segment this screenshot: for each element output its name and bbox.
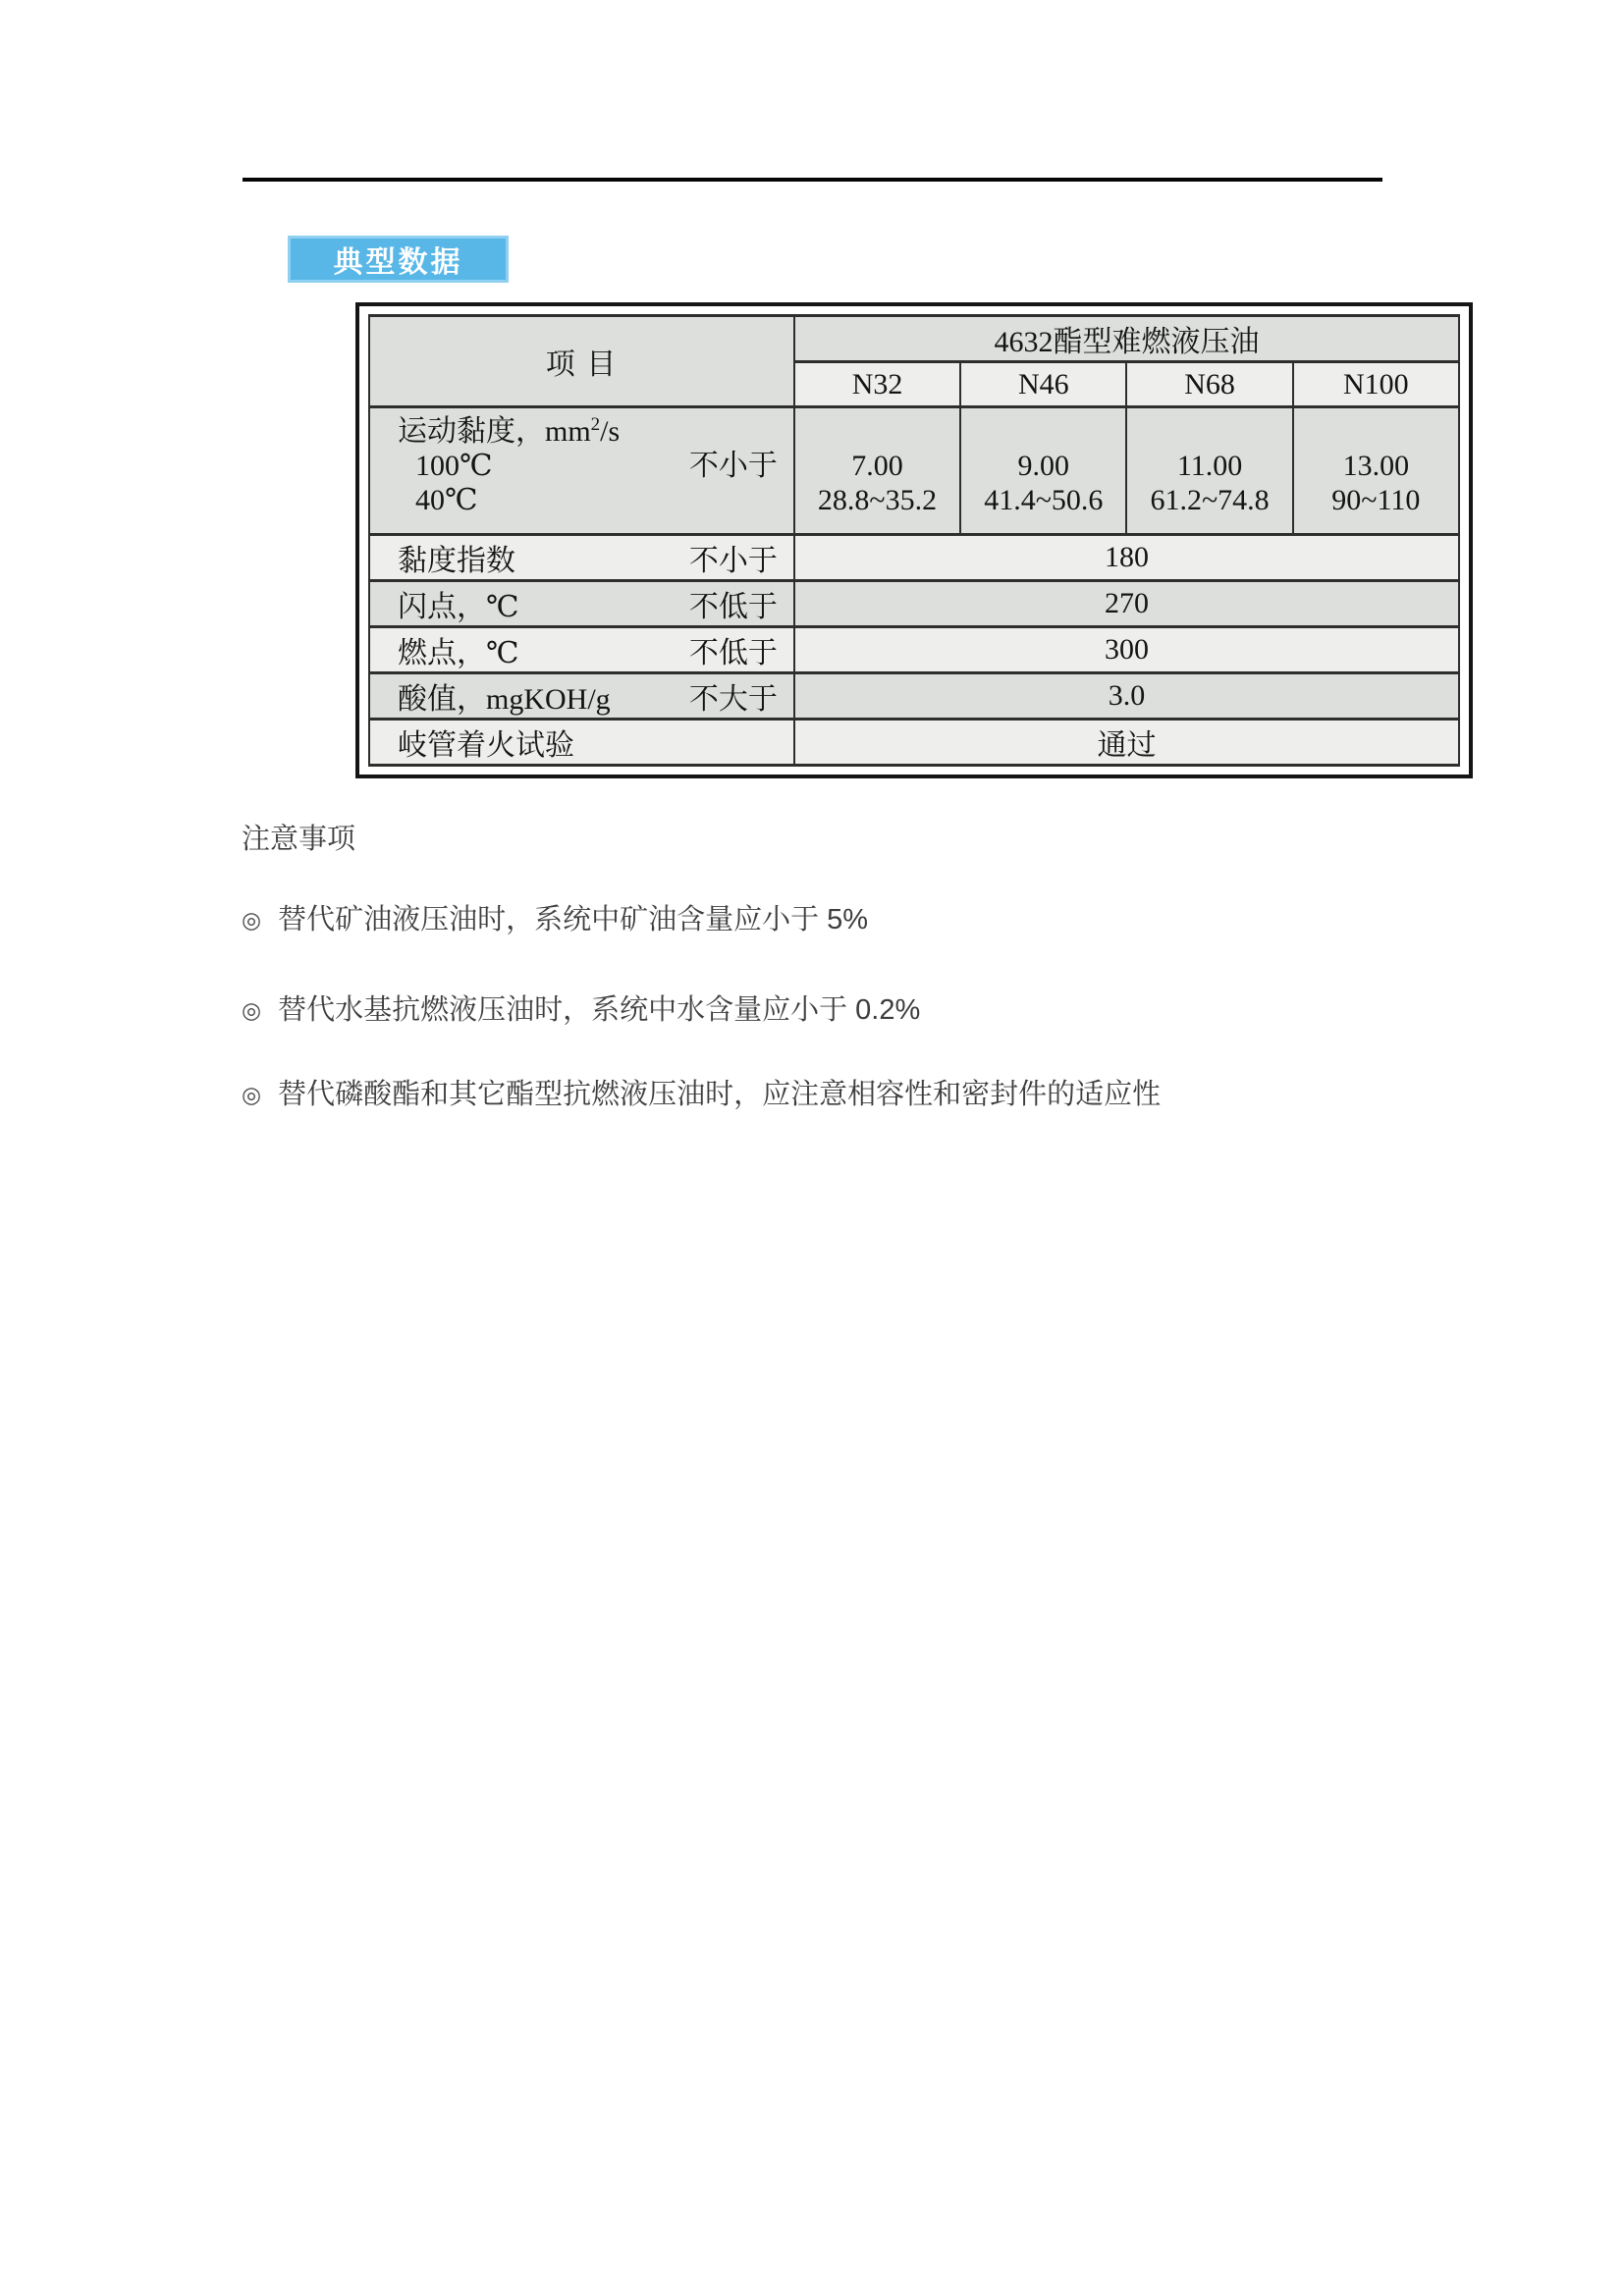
table-header-row-group [369,316,1459,362]
bullet-icon: ◎ [242,907,262,933]
product-header-cell: 4632酯型难燃液压油 [794,316,1459,362]
row-value-cell: 180 [794,535,1459,581]
bullet-icon: ◎ [242,1082,262,1107]
row-value-cell: 3.0 [794,673,1459,720]
viscosity-40c-line: 40℃ [415,484,478,516]
table-row-viscosity [369,407,1459,535]
row-label-cell: 闪点，℃ 不低于 [369,581,794,627]
grade-cell-n68: N68 [1126,362,1292,407]
note-text: 替代水基抗燃液压油时，系统中水含量应小于 0.2% [278,994,921,1026]
row-label-cell: 岐管着火试验 [369,720,794,766]
viscosity-label-cell [369,407,794,535]
note-item-phosphate-ester [242,1076,1161,1113]
viscosity-label: 运动黏度，$mm^2/s$ [398,414,621,448]
row-value-cell: 300 [794,627,1459,673]
row-label-cell: 酸值，mgKOH/g 不大于 [369,673,794,720]
note-text: 替代磷酸酯和其它酯型抗燃液压油时，应注意相容性和密封件的适应性 [278,1079,1162,1110]
header-rule [243,178,1382,182]
viscosity-value-n68: 11.00 61.2~74.8 [1126,407,1292,535]
row-label-cell: 黏度指数 不小于 [369,535,794,581]
note-item-water-based [242,991,920,1029]
note-text: 替代矿油液压油时，系统中矿油含量应小于 5% [278,904,869,935]
table-row-manifold-ignition-test [369,720,1459,766]
notes-heading: 注意事项 [242,824,356,855]
note-item-mineral-oil [242,901,868,938]
viscosity-value-n32: 7.00 28.8~35.2 [794,407,960,535]
table-row-flash-point [369,581,1459,627]
viscosity-value-n100: 13.00 90~110 [1293,407,1459,535]
spec-table-frame [355,302,1473,778]
section-badge-label: 典型数据 [333,246,463,279]
grade-cell-n100: N100 [1293,362,1459,407]
table-row-viscosity-index [369,535,1459,581]
grade-cell-n32: N32 [794,362,960,407]
viscosity-100c-line: 100℃ 不小于 [415,450,778,482]
row-value-cell: 通过 [794,720,1459,766]
section-badge-typical-data [288,236,509,283]
row-value-cell: 270 [794,581,1459,627]
row-label-cell: 燃点，℃ 不低于 [369,627,794,673]
table-row-acid-value [369,673,1459,720]
item-header-cell: 项 目 [369,316,794,407]
bullet-icon: ◎ [242,997,262,1023]
spec-table [368,314,1460,767]
grade-cell-n46: N46 [960,362,1126,407]
table-row-fire-point [369,627,1459,673]
viscosity-value-n46: 9.00 41.4~50.6 [960,407,1126,535]
